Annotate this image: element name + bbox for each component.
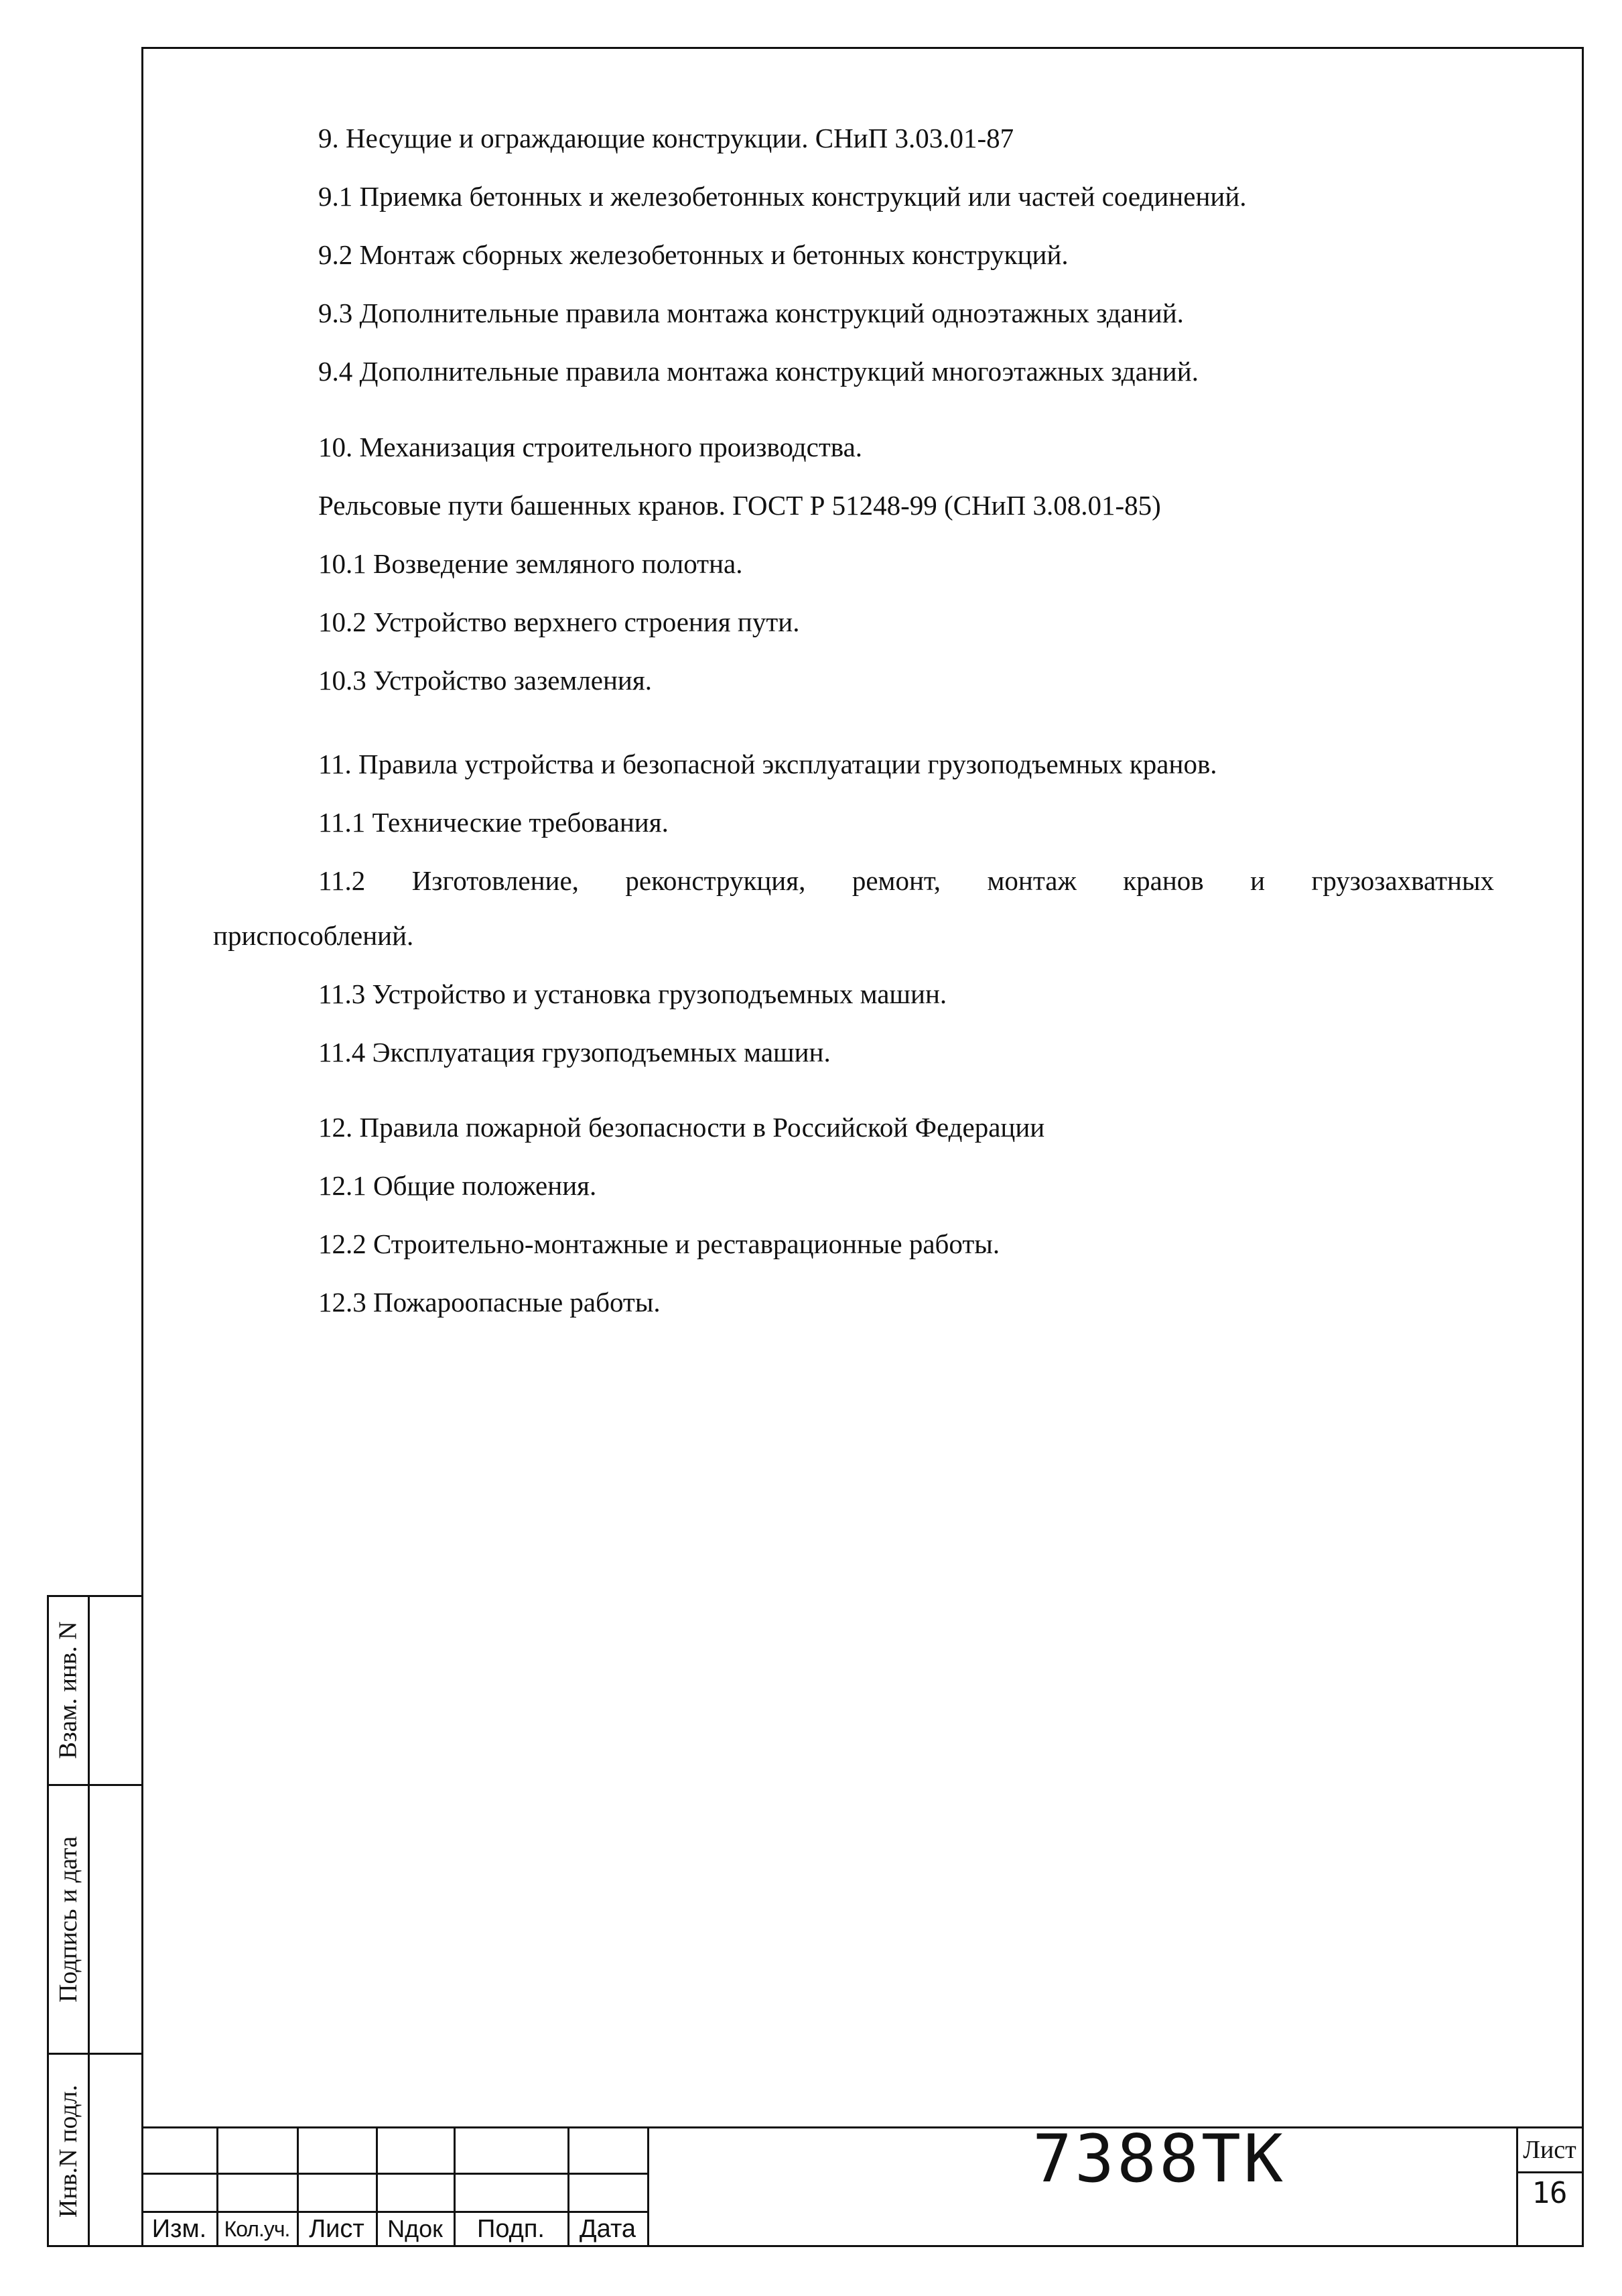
text-line: 10. Механизация строительного производства. — [318, 432, 863, 462]
col-ndok: Nдок — [387, 2215, 443, 2242]
col-list: Лист — [309, 2215, 364, 2243]
text-line: 12. Правила пожарной безопасности в Российской Федерации — [318, 1112, 1045, 1143]
text-line: 12.2 Строительно-монтажные и реставрационные работы. — [318, 1228, 1000, 1259]
inv-vzam-label: Взам. инв. N — [54, 1621, 83, 1759]
text-line: 11.1 Технические требования. — [318, 807, 669, 838]
podpis-data-label: Подпись и дата — [54, 1836, 83, 2003]
text-line: 11.3 Устройство и установка грузоподъемных машин. — [318, 978, 947, 1009]
text-line: 10.2 Устройство верхнего строения пути. — [318, 607, 800, 637]
text-line: приспособлений. — [213, 920, 414, 951]
inv-podl-label: Инв.N подл. — [54, 2084, 83, 2218]
text-line: 10.3 Устройство заземления. — [318, 665, 652, 696]
col-izm: Изм. — [151, 2215, 207, 2243]
text-line: 10.1 Возведение земляного полотна. — [318, 548, 743, 579]
col-kol-uch: Кол.уч. — [224, 2217, 290, 2241]
text-line: 12.3 Пожароопасные работы. — [318, 1287, 661, 1318]
text-line: 9.1 Приемка бетонных и железобетонных конструкций или частей соединений. — [318, 181, 1247, 212]
document-code: 7388ТК — [1032, 2121, 1286, 2197]
col-data: Дата — [579, 2215, 636, 2243]
col-podp: Подп. — [477, 2215, 545, 2243]
text-line: 11.2 Изготовление, реконструкция, ремонт, монтаж кранов и грузозахватных — [318, 865, 1494, 896]
sheet-number: 16 — [1532, 2176, 1568, 2210]
text-line: 9.4 Дополнительные правила монтажа конструкций многоэтажных зданий. — [318, 356, 1199, 387]
text-line: 9.3 Дополнительные правила монтажа конструкций одноэтажных зданий. — [318, 298, 1184, 328]
sheet-divider — [1516, 2171, 1584, 2173]
text-line: 12.1 Общие положения. — [318, 1170, 597, 1201]
text-line: 9. Несущие и ограждающие конструкции. СНиП 3.03.01-87 — [318, 123, 1014, 153]
text-line: 11. Правила устройства и безопасной эксплуатации грузоподъемных кранов. — [318, 749, 1217, 779]
text-line: 11.4 Эксплуатация грузоподъемных машин. — [318, 1037, 831, 1068]
text-line: Рельсовые пути башенных кранов. ГОСТ Р 51248-99 (СНиП 3.08.01-85) — [318, 490, 1161, 521]
text-line: 9.2 Монтаж сборных железобетонных и бетонных конструкций. — [318, 239, 1069, 270]
title-block-col — [647, 2126, 649, 2247]
sheet-label: Лист — [1523, 2136, 1576, 2164]
